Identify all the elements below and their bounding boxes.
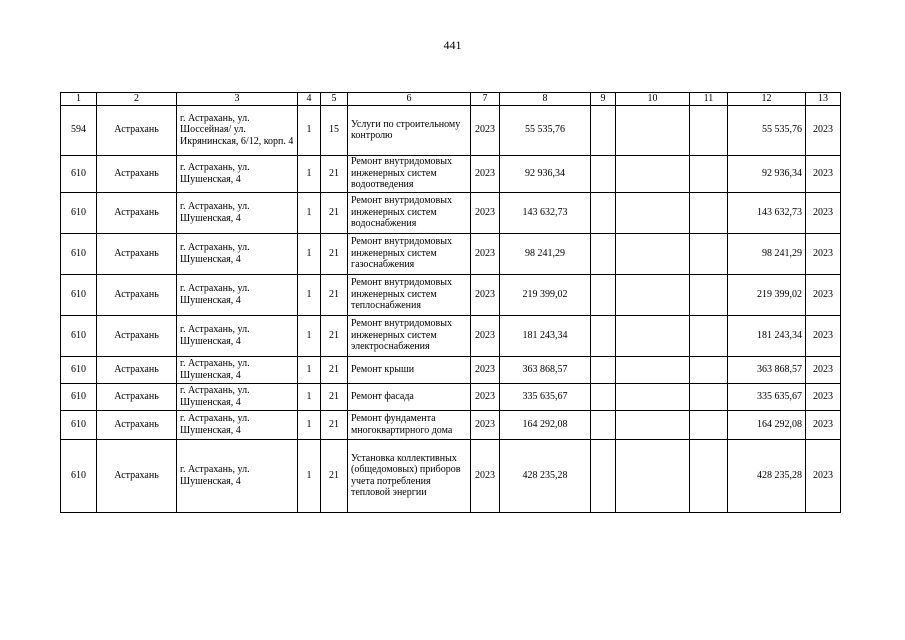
cell-year: 2023 [471,105,500,155]
cell-end-year: 2023 [806,105,841,155]
cell-col-10 [616,410,690,439]
cell-total: 92 936,34 [728,155,806,192]
cell-col-11 [690,315,728,356]
table-row [61,274,841,315]
cell-address: г. Астрахань, ул. Шушенская, 4 [177,274,298,315]
cell-record-number: 594 [61,105,97,155]
table-row [61,192,841,233]
cell-work-type: Ремонт фундамента многоквартирного дома [348,410,471,439]
cell-municipality: Астрахань [97,155,177,192]
cell-col-9 [591,383,616,410]
cell-col-10 [616,439,690,512]
cell-cost: 164 292,08 [500,410,591,439]
table-row [61,155,841,192]
cell-work-code: 21 [321,155,348,192]
cell-work-code: 21 [321,233,348,274]
cell-record-number: 610 [61,274,97,315]
cell-work-code: 21 [321,192,348,233]
cell-col-11 [690,105,728,155]
cell-record-number: 610 [61,192,97,233]
cell-cost: 55 535,76 [500,105,591,155]
cell-col-11 [690,192,728,233]
cell-end-year: 2023 [806,315,841,356]
cell-municipality: Астрахань [97,439,177,512]
cell-cost: 143 632,73 [500,192,591,233]
cell-cost: 335 635,67 [500,383,591,410]
cell-col-4: 1 [298,383,321,410]
column-header: 9 [591,93,616,106]
cell-record-number: 610 [61,155,97,192]
cell-year: 2023 [471,192,500,233]
cell-col-4: 1 [298,192,321,233]
cell-col-9 [591,192,616,233]
cell-col-4: 1 [298,155,321,192]
cell-end-year: 2023 [806,274,841,315]
cell-col-9 [591,274,616,315]
cell-work-type: Ремонт внутридомовых инженерных систем газоснабжения [348,233,471,274]
column-header: 3 [177,93,298,106]
cell-address: г. Астрахань, ул. Шоссейная/ ул. Икрянинская, 6/12, корп. 4 [177,105,298,155]
cell-col-4: 1 [298,233,321,274]
table-row [61,356,841,383]
cell-col-10 [616,155,690,192]
cell-record-number: 610 [61,383,97,410]
cell-work-type: Установка коллективных (общедомовых) приборов учета потребления тепловой энергии [348,439,471,512]
cell-address: г. Астрахань, ул. Шушенская, 4 [177,410,298,439]
table-row [61,439,841,512]
cell-year: 2023 [471,155,500,192]
cell-col-10 [616,105,690,155]
column-header: 2 [97,93,177,106]
cell-total: 164 292,08 [728,410,806,439]
column-header: 1 [61,93,97,106]
table-row [61,233,841,274]
cell-municipality: Астрахань [97,410,177,439]
page-number: 441 [443,38,462,52]
cell-end-year: 2023 [806,233,841,274]
table-header-row [61,93,841,106]
cell-cost: 428 235,28 [500,439,591,512]
cell-address: г. Астрахань, ул. Шушенская, 4 [177,315,298,356]
cell-municipality: Астрахань [97,192,177,233]
table-row [61,383,841,410]
cell-end-year: 2023 [806,410,841,439]
cell-col-4: 1 [298,439,321,512]
column-header: 10 [616,93,690,106]
table-row [61,105,841,155]
cell-record-number: 610 [61,410,97,439]
cell-work-type: Услуги по строительному контролю [348,105,471,155]
cell-col-10 [616,274,690,315]
cell-total: 363 868,57 [728,356,806,383]
column-header: 5 [321,93,348,106]
cell-work-code: 21 [321,383,348,410]
cell-address: г. Астрахань, ул. Шушенская, 4 [177,233,298,274]
cell-col-4: 1 [298,315,321,356]
cell-year: 2023 [471,383,500,410]
cell-col-10 [616,315,690,356]
cell-col-10 [616,233,690,274]
cell-year: 2023 [471,410,500,439]
cell-end-year: 2023 [806,155,841,192]
column-header: 12 [728,93,806,106]
cell-work-type: Ремонт крыши [348,356,471,383]
cell-year: 2023 [471,356,500,383]
cell-work-type: Ремонт внутридомовых инженерных систем теплоснабжения [348,274,471,315]
cell-work-code: 21 [321,410,348,439]
cell-year: 2023 [471,233,500,274]
cell-record-number: 610 [61,233,97,274]
cell-municipality: Астрахань [97,315,177,356]
cell-col-9 [591,233,616,274]
cell-year: 2023 [471,315,500,356]
column-header: 8 [500,93,591,106]
table-row [61,315,841,356]
cell-end-year: 2023 [806,356,841,383]
capital-repair-table [60,92,841,513]
cell-municipality: Астрахань [97,233,177,274]
cell-record-number: 610 [61,315,97,356]
cell-address: г. Астрахань, ул. Шушенская, 4 [177,439,298,512]
cell-col-11 [690,439,728,512]
cell-cost: 98 241,29 [500,233,591,274]
cell-work-code: 15 [321,105,348,155]
cell-work-type: Ремонт внутридомовых инженерных систем водоснабжения [348,192,471,233]
cell-col-4: 1 [298,274,321,315]
cell-col-10 [616,383,690,410]
cell-total: 98 241,29 [728,233,806,274]
cell-address: г. Астрахань, ул. Шушенская, 4 [177,356,298,383]
cell-work-code: 21 [321,356,348,383]
cell-address: г. Астрахань, ул. Шушенская, 4 [177,383,298,410]
column-header: 6 [348,93,471,106]
cell-year: 2023 [471,274,500,315]
cell-col-4: 1 [298,105,321,155]
table-body [61,93,841,513]
cell-work-type: Ремонт внутридомовых инженерных систем электроснабжения [348,315,471,356]
cell-work-type: Ремонт фасада [348,383,471,410]
cell-municipality: Астрахань [97,383,177,410]
cell-col-4: 1 [298,356,321,383]
column-header: 4 [298,93,321,106]
cell-work-code: 21 [321,439,348,512]
cell-municipality: Астрахань [97,274,177,315]
cell-col-9 [591,155,616,192]
cell-col-11 [690,274,728,315]
cell-end-year: 2023 [806,383,841,410]
cell-col-9 [591,105,616,155]
column-header: 13 [806,93,841,106]
table-row [61,410,841,439]
cell-col-9 [591,315,616,356]
cell-total: 428 235,28 [728,439,806,512]
cell-address: г. Астрахань, ул. Шушенская, 4 [177,155,298,192]
cell-cost: 363 868,57 [500,356,591,383]
cell-record-number: 610 [61,439,97,512]
cell-address: г. Астрахань, ул. Шушенская, 4 [177,192,298,233]
cell-col-11 [690,383,728,410]
cell-col-11 [690,155,728,192]
cell-total: 143 632,73 [728,192,806,233]
cell-year: 2023 [471,439,500,512]
cell-cost: 181 243,34 [500,315,591,356]
cell-total: 335 635,67 [728,383,806,410]
cell-col-9 [591,410,616,439]
cell-col-9 [591,439,616,512]
cell-end-year: 2023 [806,192,841,233]
cell-col-11 [690,410,728,439]
cell-municipality: Астрахань [97,105,177,155]
cell-col-11 [690,356,728,383]
cell-work-code: 21 [321,274,348,315]
cell-work-type: Ремонт внутридомовых инженерных систем водоотведения [348,155,471,192]
cell-end-year: 2023 [806,439,841,512]
cell-col-4: 1 [298,410,321,439]
cell-col-10 [616,356,690,383]
cell-total: 219 399,02 [728,274,806,315]
cell-work-code: 21 [321,315,348,356]
column-header: 11 [690,93,728,106]
cell-municipality: Астрахань [97,356,177,383]
cell-total: 181 243,34 [728,315,806,356]
column-header: 7 [471,93,500,106]
cell-col-10 [616,192,690,233]
cell-col-11 [690,233,728,274]
cell-total: 55 535,76 [728,105,806,155]
cell-cost: 92 936,34 [500,155,591,192]
cell-cost: 219 399,02 [500,274,591,315]
cell-col-9 [591,356,616,383]
cell-record-number: 610 [61,356,97,383]
